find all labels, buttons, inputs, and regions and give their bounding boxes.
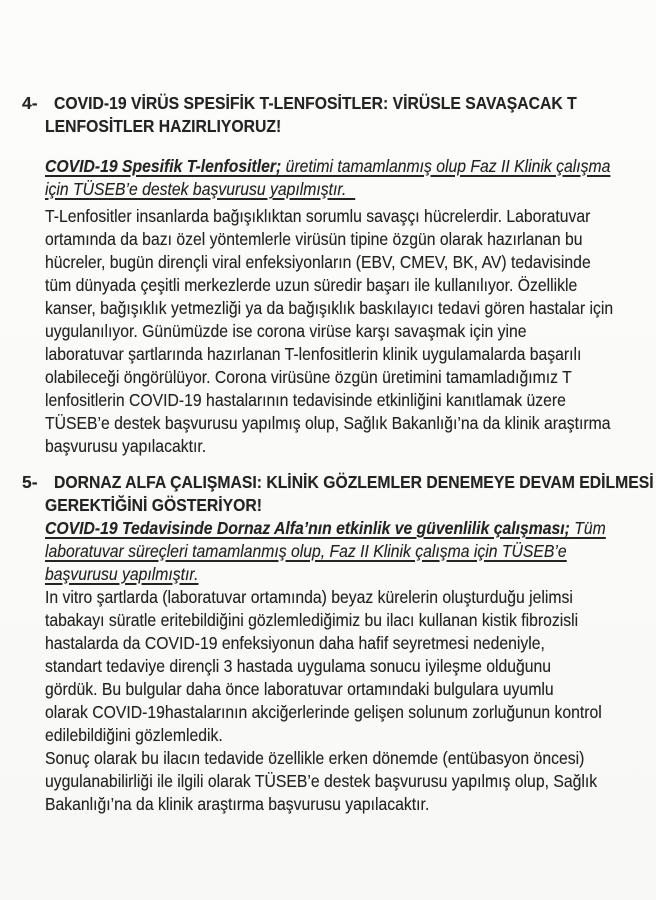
text-line	[45, 563, 639, 586]
text-line	[45, 517, 639, 540]
text-line: standart tedaviye dirençli 3 hastada uygulama sonucu iyileşme olduğunu	[45, 656, 552, 676]
item-number: 4-	[22, 93, 38, 113]
text-line: tüm dünyada çeşitli merkezlerde uzun süredir başarı ile kullanılıyor. Özellikle	[45, 275, 578, 295]
text-line: lenfositlerin COVID-19 hastalarının tedavisinde etkinliğini kanıtlamak üzere	[45, 390, 566, 410]
text-segment: başvurusu yapılmıştır.	[45, 564, 199, 584]
text-line: In vitro şartlarda (laboratuvar ortamında) beyaz kürelerin oluşturduğu jelimsi	[45, 587, 573, 607]
text-segment: COVID-19 Tedavisinde Dornaz Alfa’nın etkinlik ve güvenlilik çalışması;	[45, 518, 570, 538]
text-line: uygulanabilirliği ile ilgili olarak TÜSEB’e destek başvurusu yapılmış olup, Sağlık	[45, 771, 598, 791]
section-heading	[45, 471, 654, 517]
text-line: hücreler, bugün dirençli viral enfeksiyonların (EBV, CMEV, BK, AV) tedavisinde	[45, 252, 591, 272]
text-line: gördük. Bu bulgular daha önce laboratuvar ortamındaki bulgulara uyumlu	[45, 679, 554, 699]
item-number: 5-	[22, 472, 38, 492]
section-body	[45, 586, 639, 816]
text-line: olarak COVID-19hastalarının akciğerlerinde gelişen solunum zorluğunun kontrol	[45, 702, 602, 722]
text-segment: Tüm	[569, 518, 606, 538]
text-line: ortamında da bazı özel yöntemlerle virüsün tipine özgün olarak hazırlanan bu	[45, 229, 583, 249]
text-line: Bakanlığı’na da klinik araştırma başvurusu yapılacaktır.	[45, 794, 430, 814]
section-item-5	[22, 471, 654, 816]
text-line: Sonuç olarak bu ilacın tedavide özellikle erken dönemde (entübasyon öncesi)	[45, 748, 585, 768]
text-line	[45, 178, 639, 201]
text-segment: COVID-19 Spesifik T-lenfositler;	[45, 156, 282, 176]
text-line: LENFOSİTLER HAZIRLIYORUZ!	[45, 116, 282, 136]
section-intro	[45, 155, 639, 201]
paragraph	[45, 205, 639, 458]
text-segment: üretimi tamamlanmış olup Faz II Klinik çalışma	[281, 156, 611, 176]
text-line	[45, 155, 639, 178]
section-body	[45, 205, 639, 458]
text-line: DORNAZ ALFA ÇALIŞMASI: KLİNİK GÖZLEMLER DENEMEYE DEVAM EDİLMESİ	[54, 472, 654, 492]
text-segment: laboratuvar süreçleri tamamlanmış olup, Faz II Klinik çalışma için TÜSEB’e	[45, 541, 567, 561]
section-heading	[45, 92, 639, 138]
text-line: GEREKTİĞİNİ GÖSTERİYOR!	[45, 495, 263, 515]
text-line: tabakayı süratle eritebildiğini gözlemlediğimiz bu ilacı kullanan kistik fibrozisli	[45, 610, 579, 630]
text-line: edilebildiğini gözlemledik.	[45, 725, 223, 745]
text-line: T-Lenfositler insanlarda bağışıklıktan sorumlu savaşçı hücrelerdir. Laboratuvar	[45, 206, 591, 226]
text-line: uygulanılıyor. Günümüzde ise corona virüse karşı savaşmak için yine	[45, 321, 527, 341]
section-item-4	[22, 92, 648, 458]
text-line: TÜSEB’e destek başvurusu yapılmış olup, Sağlık Bakanlığı’na da klinik araştırma	[45, 413, 611, 433]
section-intro	[45, 517, 639, 586]
text-line: olabileceği öngörülüyor. Corona virüsüne özgün üretimini tamamladığımız T	[45, 367, 572, 387]
text-segment: için TÜSEB’e destek başvurusu yapılmıştır.	[45, 179, 356, 199]
text-line: hastalarda da COVID-19 enfeksiyonun daha hafif seyretmesi nedeniyle,	[45, 633, 545, 653]
text-line	[45, 540, 639, 563]
text-line: laboratuvar şartlarında hazırlanan T-lenfositlerin klinik uygulamalarda başarılı	[45, 344, 582, 364]
text-line: COVID-19 VİRÜS SPESİFİK T-LENFOSİTLER: VİRÜSLE SAVAŞACAK T	[54, 93, 577, 113]
text-line: başvurusu yapılacaktır.	[45, 436, 207, 456]
paragraph	[45, 747, 639, 816]
text-line: kanser, bağışıklık yetmezliği ya da bağışıklık baskılayıcı tedavi gören hastalar için	[45, 298, 614, 318]
paragraph	[45, 586, 639, 747]
